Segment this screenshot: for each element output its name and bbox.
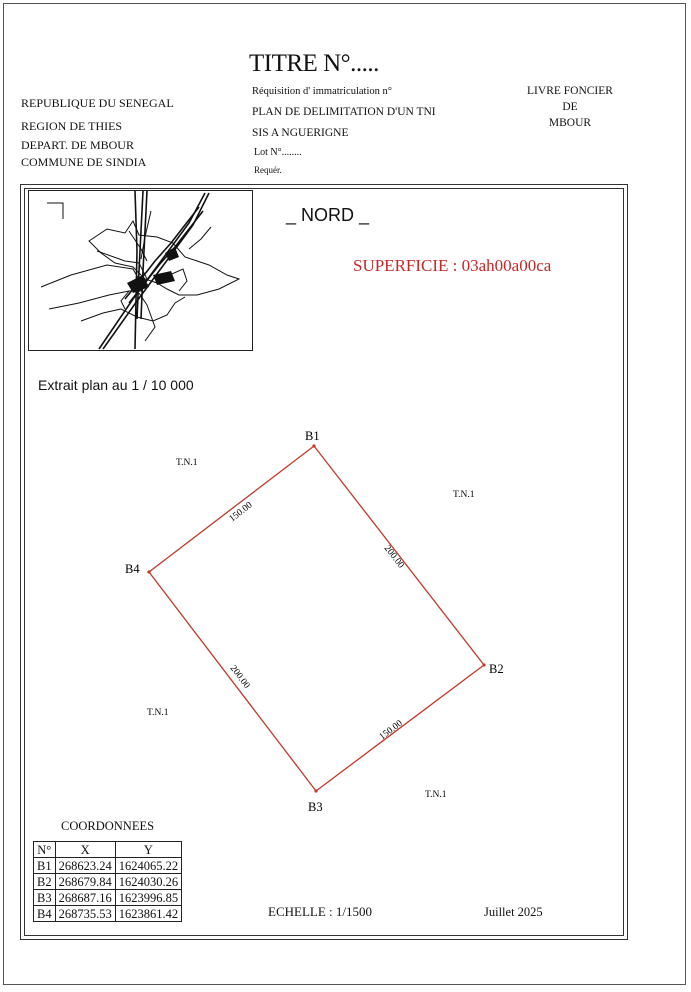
marker-b1 <box>312 444 315 447</box>
tn-label-top-right: T.N.1 <box>453 490 475 500</box>
cell-y: 1623996.85 <box>115 890 181 906</box>
point-label-b2: B2 <box>489 662 504 676</box>
marker-b3 <box>314 789 317 792</box>
header-requerant: Requér. <box>254 165 282 175</box>
cell-x: 268623.24 <box>55 858 115 874</box>
tn-label-top-left: T.N.1 <box>176 458 198 468</box>
edge-label-b2-b3: 150.00 <box>377 718 405 743</box>
tn-label-bottom-left: T.N.1 <box>147 708 169 718</box>
cell-point: B2 <box>34 874 56 890</box>
marker-b4 <box>147 570 150 573</box>
livre-line-3: MBOUR <box>548 117 592 129</box>
cell-point: B1 <box>34 858 56 874</box>
date-label: Juillet 2025 <box>484 905 543 919</box>
point-label-b4: B4 <box>125 562 140 576</box>
header-location: SIS A NGUERIGNE <box>252 127 349 139</box>
col-header-no: N° <box>34 842 56 858</box>
livre-line-2: DE <box>562 101 578 113</box>
point-label-b1: B1 <box>305 429 320 443</box>
cell-point: B3 <box>34 890 56 906</box>
cell-y: 1623861.42 <box>115 906 181 922</box>
cell-x: 268735.53 <box>55 906 115 922</box>
parcel-boundary <box>149 446 484 791</box>
cell-y: 1624065.22 <box>115 858 181 874</box>
edge-label-b1-b2: 200.00 <box>381 543 406 571</box>
col-header-y: Y <box>115 842 181 858</box>
edge-label-b3-b4: 200.00 <box>227 663 252 691</box>
table-row <box>34 874 182 890</box>
scale-label: ECHELLE : 1/1500 <box>268 904 372 919</box>
cell-x: 268687.16 <box>55 890 115 906</box>
point-label-b3: B3 <box>308 800 323 814</box>
table-row <box>34 858 182 874</box>
tn-label-bottom-right: T.N.1 <box>425 790 447 800</box>
north-label: _ NORD _ <box>286 205 370 225</box>
coordinates-title: COORDONNEES <box>61 819 155 833</box>
table-row <box>34 906 182 922</box>
coordinates-header-row <box>34 842 182 858</box>
header-region: REGION DE THIES <box>21 119 123 133</box>
document-title: TITRE N°..... <box>249 50 379 77</box>
header-republic: REPUBLIQUE DU SENEGAL <box>21 96 174 110</box>
col-header-x: X <box>55 842 115 858</box>
coordinates-table <box>33 841 182 922</box>
edge-label-b4-b1: 150.00 <box>227 500 255 525</box>
superficie-label: SUPERFICIE : 03ah00a00ca <box>353 256 552 275</box>
livre-line-1: LIVRE FONCIER <box>527 85 613 97</box>
extract-scale-label: Extrait plan au 1 / 10 000 <box>38 377 194 393</box>
table-row <box>34 890 182 906</box>
cell-point: B4 <box>34 906 56 922</box>
header-commune: COMMUNE DE SINDIA <box>21 155 147 169</box>
header-department: DEPART. DE MBOUR <box>21 138 134 152</box>
cell-y: 1624030.26 <box>115 874 181 890</box>
header-requisition: Réquisition d' immatriculation n° <box>252 86 392 97</box>
header-lot: Lot N°........ <box>254 147 302 158</box>
cell-x: 268679.84 <box>55 874 115 890</box>
header-plan-label: PLAN DE DELIMITATION D'UN TNI <box>252 106 436 118</box>
marker-b2 <box>482 663 485 666</box>
